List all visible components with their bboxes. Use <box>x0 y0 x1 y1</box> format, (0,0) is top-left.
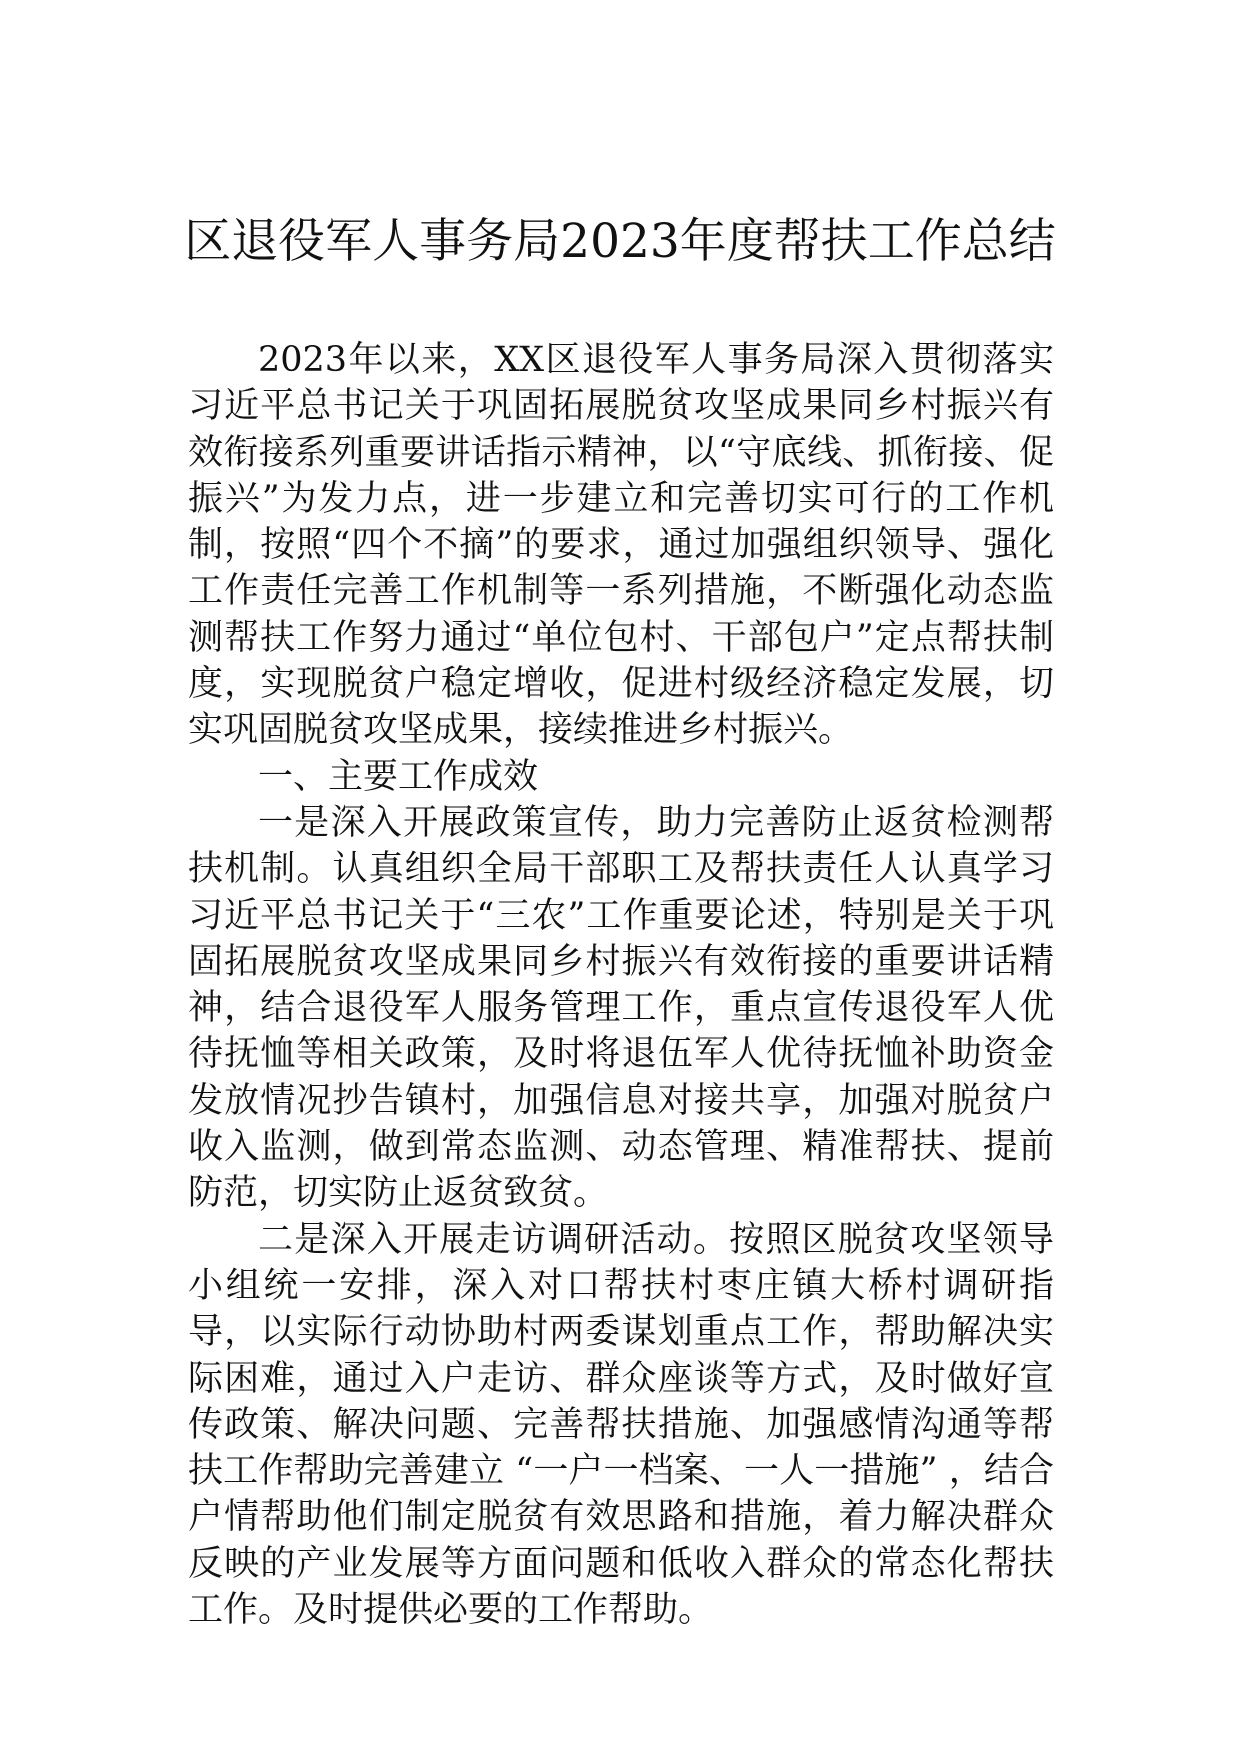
paragraph-visits-research: 二是深入开展走访调研活动。按照区脱贫攻坚领导小组统一安排，深入对口帮扶村枣庄镇大桥村调研指导，以实际行动协助村两委谋划重点工作，帮助解决实际困难，通过入户走访、群众座谈等方式，及时做好宣传政策、解决问题、完善帮扶措施、加强感情沟通等帮扶工作帮助完善建立 “一户一档案、一人一措施” ，结合户情帮助他们制定脱贫有效思路和措施，着力解决群众反映的产业发展等方面问题和低收入群众的常态化帮扶工作。及时提供必要的工作帮助。 <box>188 1219 1054 1631</box>
intro-paragraph: 2023年以来，XX区退役军人事务局深入贯彻落实习近平总书记关于巩固拓展脱贫攻坚成果同乡村振兴有效衔接系列重要讲话指示精神，以“守底线、抓衔接、促振兴”为发力点，进一步建立和完善切实可行的工作机制，按照“四个不摘”的要求，通过加强组织领导、强化工作责任完善工作机制等一系列措施，不断强化动态监测帮扶工作努力通过“单位包村、干部包户”定点帮扶制度，实现脱贫户稳定增收，促进村级经济稳定发展，切实巩固脱贫攻坚成果，接续推进乡村振兴。 <box>188 340 1054 751</box>
section-heading: 一、主要工作成效 <box>258 756 539 797</box>
paragraph-policy-publicity: 一是深入开展政策宣传，助力完善防止返贫检测帮扶机制。认真组织全局干部职工及帮扶责任人认真学习习近平总书记关于“三农”工作重要论述，特别是关于巩固拓展脱贫攻坚成果同乡村振兴有效衔接的重要讲话精神，结合退役军人服务管理工作，重点宣传退役军人优待抚恤等相关政策，及时将退伍军人优待抚恤补助资金发放情况抄告镇村，加强信息对接共享，加强对脱贫户收入监测，做到常态监测、动态管理、精准帮扶、提前防范，切实防止返贫致贫。 <box>188 802 1054 1214</box>
document-body <box>188 337 1054 1633</box>
document-title: 区退役军人事务局2023年度帮扶工作总结 <box>184 214 1056 269</box>
